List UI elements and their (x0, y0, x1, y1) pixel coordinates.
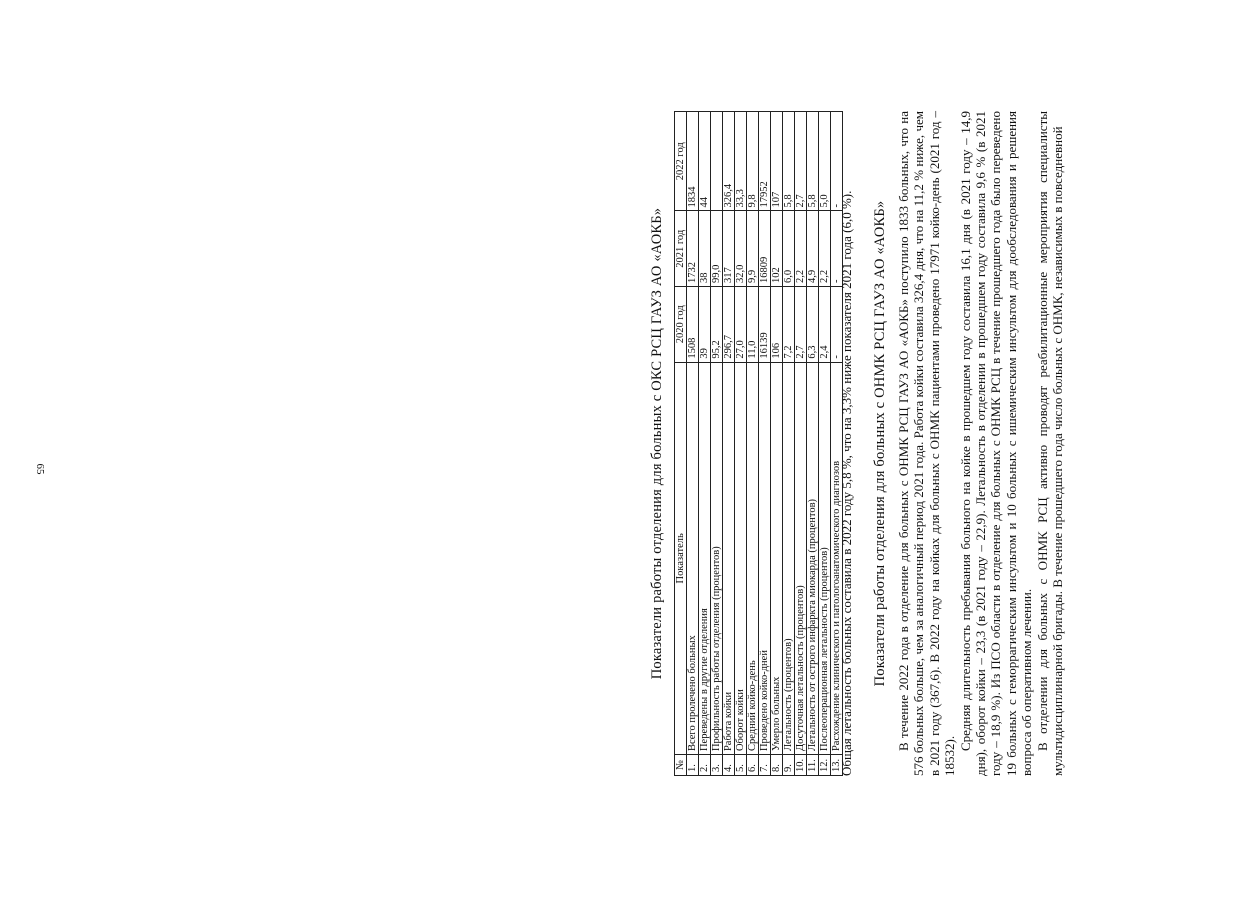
header-2021: 2021 год (675, 211, 687, 287)
table-row (783, 112, 795, 776)
cell-2022: 33,3 (735, 112, 747, 211)
cell-2021: 38 (699, 211, 711, 287)
cell-number: 10. (795, 755, 807, 776)
cell-indicator: Проведено койко-дней (759, 362, 771, 754)
cell-number: 4. (723, 755, 735, 776)
cell-number: 6. (747, 755, 759, 776)
table-row (747, 112, 759, 776)
cell-2021: 2,2 (795, 211, 807, 287)
header-number: № (675, 755, 687, 776)
table-row (687, 112, 699, 776)
cell-number: 13. (831, 755, 843, 776)
oks-statistics-table (674, 111, 843, 776)
cell-2022: 2,7 (795, 112, 807, 211)
cell-number: 12. (819, 755, 831, 776)
cell-number: 5. (735, 755, 747, 776)
table-row (759, 112, 771, 776)
cell-2021: 2,2 (819, 211, 831, 287)
paragraph: Средняя длительность пребывания больного на койке в прошедшем году составила 16,1 дня (в 2021 году – 14,9 дня), оборот койки – 23,3 (в 2021 году – 22,9). Летальность в отделении в прошедшем году составила 9,6 % (в 2021 году – 18,9 %). Из ПСО области в отделение для больных с ОНМК РСЦ в течение прошедшего года было переведено 19 больных с геморрагическим инсультом и 10 больных с ишемическим инсультом для дообследования и решения вопроса об оперативном лечении. (957, 111, 1035, 776)
cell-number: 11. (807, 755, 819, 776)
cell-2021: 99,0 (711, 211, 723, 287)
cell-2021: 1732 (687, 211, 699, 287)
cell-2022: 5,8 (807, 112, 819, 211)
cell-2021: 102 (771, 211, 783, 287)
cell-number: 7. (759, 755, 771, 776)
table-row (711, 112, 723, 776)
cell-2020: 95,2 (711, 287, 723, 363)
cell-2022: 1834 (687, 112, 699, 211)
paragraph: В течение 2022 года в отделение для больных с ОНМК РСЦ ГАУЗ АО «АОКБ» поступило 1833 больных, что на 576 больных больше, чем за аналогичный период 2021 года. Работа койки составила 326,4 дня, что на 11,2 % ниже, чем в 2021 году (367,6). В 2022 году на койках для больных с ОНМК пациентами проведено 17971 койко-день (2021 год – 18532). (896, 111, 958, 776)
onmk-description (896, 111, 1065, 776)
cell-indicator: Оборот койки (735, 362, 747, 754)
cell-2020: 2,4 (819, 287, 831, 363)
cell-indicator: Летальность от острого инфаркта миокарда (процентов) (807, 362, 819, 754)
cell-2022: 5,8 (783, 112, 795, 211)
cell-indicator: Средний койко-день (747, 362, 759, 754)
cell-2020: 296,7 (723, 287, 735, 363)
cell-2021: 32,0 (735, 211, 747, 287)
cell-2022: 5,0 (819, 112, 831, 211)
cell-indicator: Работа койки (723, 362, 735, 754)
cell-2021: 9,9 (747, 211, 759, 287)
table-row (771, 112, 783, 776)
table-body (687, 112, 843, 776)
cell-number: 1. (687, 755, 699, 776)
header-indicator: Показатель (675, 362, 687, 754)
cell-2021: - (831, 211, 843, 287)
table-row (735, 112, 747, 776)
cell-indicator: Расхождение клинического и патологоанатомического диагнозов (831, 362, 843, 754)
table-row (807, 112, 819, 776)
cell-2020: 7,2 (783, 287, 795, 363)
cell-number: 3. (711, 755, 723, 776)
cell-2022: 9,8 (747, 112, 759, 211)
paragraph: В отделении для больных с ОНМК РСЦ активно проводят реабилитационные мероприятия специалисты мультидисциплинарной бригады. В течение прошедшего года число больных с ОНМК, независимых в повседневной (1034, 111, 1066, 776)
cell-indicator: Послеоперационная летальность (процентов) (819, 362, 831, 754)
section-title-onmk: Показатели работы отделения для больных с ОНМК РСЦ ГАУЗ АО «АОКБ» (872, 200, 888, 687)
cell-indicator: Летальность (процентов) (783, 362, 795, 754)
cell-indicator: Всего пролечено больных (687, 362, 699, 754)
cell-2020: 2,7 (795, 287, 807, 363)
cell-2020: - (831, 287, 843, 363)
cell-number: 8. (771, 755, 783, 776)
cell-2022: 17952 (759, 112, 771, 211)
cell-number: 2. (699, 755, 711, 776)
cell-2022: 107 (771, 112, 783, 211)
cell-2020: 6,3 (807, 287, 819, 363)
cell-2022: 44 (699, 112, 711, 211)
table-row (819, 112, 831, 776)
cell-indicator: Профильность работы отделения (процентов) (711, 362, 723, 754)
header-2020: 2020 год (675, 287, 687, 363)
cell-2021: 4,9 (807, 211, 819, 287)
cell-2022 (711, 112, 723, 211)
cell-2020: 11,0 (747, 287, 759, 363)
cell-2020: 1508 (687, 287, 699, 363)
cell-indicator: Переведены в другие отделения (699, 362, 711, 754)
cell-number: 9. (783, 755, 795, 776)
cell-2021: 6,0 (783, 211, 795, 287)
page-number: 65 (34, 463, 46, 475)
cell-indicator: Досуточная летальность (процентов) (795, 362, 807, 754)
cell-2020: 27,0 (735, 287, 747, 363)
cell-2021: 16809 (759, 211, 771, 287)
table-row (723, 112, 735, 776)
cell-2021: 317 (723, 211, 735, 287)
cell-2022: - (831, 112, 843, 211)
cell-2020: 39 (699, 287, 711, 363)
cell-indicator: Умерло больных (771, 362, 783, 754)
table-row (699, 112, 711, 776)
section-title-oks: Показатели работы отделения для больных с ОКС РСЦ ГАУЗ АО «АОКБ» (649, 207, 665, 680)
cell-2020: 16139 (759, 287, 771, 363)
mortality-summary: Общая летальность больных составила в 2022 году 5,8 %, что на 3,3% ниже показателя 2021 года (6,0 %). (839, 190, 854, 776)
cell-2022: 326,4 (723, 112, 735, 211)
rotated-page-content (594, 0, 1234, 904)
table-header-row (675, 112, 687, 776)
cell-2020: 106 (771, 287, 783, 363)
header-2022: 2022 год (675, 112, 687, 211)
table-row (795, 112, 807, 776)
